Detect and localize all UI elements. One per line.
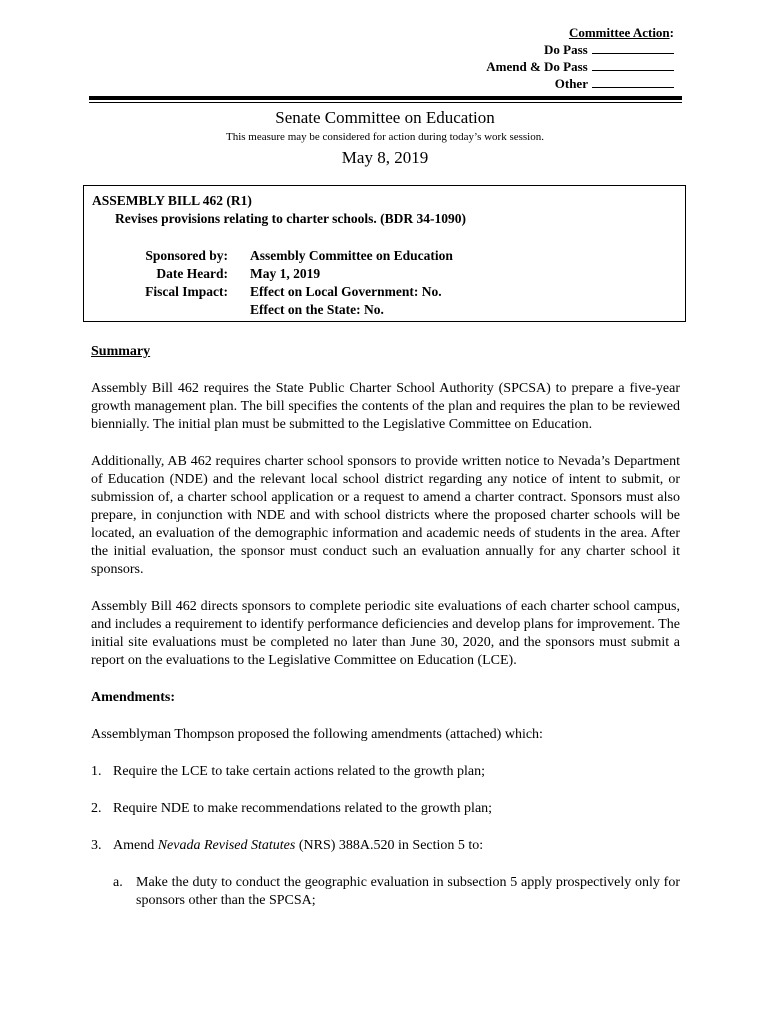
document-body xyxy=(91,343,680,929)
list-number: 1. xyxy=(91,764,102,779)
other-blank xyxy=(592,76,674,88)
amendments-intro: Assemblyman Thompson proposed the following amendments (attached) which: xyxy=(91,727,543,742)
committee-name: Senate Committee on Education xyxy=(275,108,495,127)
amendment-item xyxy=(91,763,680,781)
summary-heading: Summary xyxy=(91,344,151,359)
bill-meta-labels xyxy=(104,247,228,301)
bill-subtitle: Revises provisions relating to charter schools. (BDR 34-1090) xyxy=(115,211,466,226)
bill-info-box xyxy=(83,185,686,322)
state-effect: Effect on the State: No. xyxy=(250,302,384,317)
amendment-text: Require the LCE to take certain actions related to the growth plan; xyxy=(113,764,486,779)
summary-paragraph: Assembly Bill 462 requires the State Public Charter School Authority (SPCSA) to prepare a five-year growth management plan. The bill specifies the contents of the plan and requires the plan to be reviewed biennially. The initial plan must be submitted to the Legislative Committee on Education. xyxy=(91,381,680,432)
fiscal-impact-label: Fiscal Impact: xyxy=(145,284,228,299)
committee-action-title: Committee Action: xyxy=(568,25,674,40)
other-line: Other xyxy=(486,75,674,92)
amendment-item xyxy=(91,837,680,855)
bill-meta-values xyxy=(250,247,453,319)
amendment-text-suffix: (NRS) 388A.520 in Section 5 to: xyxy=(295,838,484,853)
committee-action-block xyxy=(486,24,674,92)
bill-title: ASSEMBLY BILL 462 (R1) xyxy=(92,193,252,208)
do-pass-blank xyxy=(592,42,674,54)
work-session-note: This measure may be considered for action during today’s work session. xyxy=(225,131,544,143)
sponsored-by-label: Sponsored by: xyxy=(145,248,228,263)
subitem-text: Make the duty to conduct the geographic evaluation in subsection 5 apply prospectively only for sponsors other than the SPCSA; xyxy=(136,875,680,908)
do-pass-line: Do Pass xyxy=(486,41,674,58)
amendment-item xyxy=(91,800,680,818)
list-number: 3. xyxy=(91,838,102,853)
sponsor-value: Assembly Committee on Education xyxy=(250,248,453,263)
sublist-letter: a. xyxy=(113,875,123,890)
nrs-italic: Nevada Revised Statutes xyxy=(157,838,296,853)
date-heard-value: May 1, 2019 xyxy=(250,266,321,281)
amendment-subitem xyxy=(91,874,680,910)
amendments-heading: Amendments: xyxy=(91,690,175,705)
amend-do-pass-blank xyxy=(592,59,674,71)
summary-paragraph: Assembly Bill 462 directs sponsors to complete periodic site evaluations of each charter school campus, and includes a requirement to identify performance deficiencies and develop plans for improvement. The initial site evaluations must be completed no later than June 30, 2020, and the sponsors must submit a report on the evaluations to the Legislative Committee on Education (LCE). xyxy=(91,599,680,668)
amend-do-pass-line: Amend & Do Pass xyxy=(486,58,674,75)
summary-paragraph: Additionally, AB 462 requires charter school sponsors to provide written notice to Nevada’s Department of Education (NDE) and the relevant local school district regarding any notice of intent to submit, or submission of, a charter school application or a request to amend a charter contract. Sponsors must also prepare, in conjunction with NDE and with school districts where the proposed charter schools will be located, an evaluation of the demographic information and academic needs of students in the area. After the initial evaluation, the sponsor must conduct such an evaluation annually for any charter school it sponsors. xyxy=(91,454,680,577)
amendment-text-prefix: Amend xyxy=(113,838,158,853)
local-government-effect: Effect on Local Government: No. xyxy=(250,284,442,299)
list-number: 2. xyxy=(91,801,102,816)
meeting-date: May 8, 2019 xyxy=(341,148,429,167)
amendment-text: Require NDE to make recommendations related to the growth plan; xyxy=(113,801,493,816)
header-rule-thick xyxy=(89,96,682,100)
date-heard-label: Date Heard: xyxy=(156,266,228,281)
header-rule-thin xyxy=(89,102,682,103)
